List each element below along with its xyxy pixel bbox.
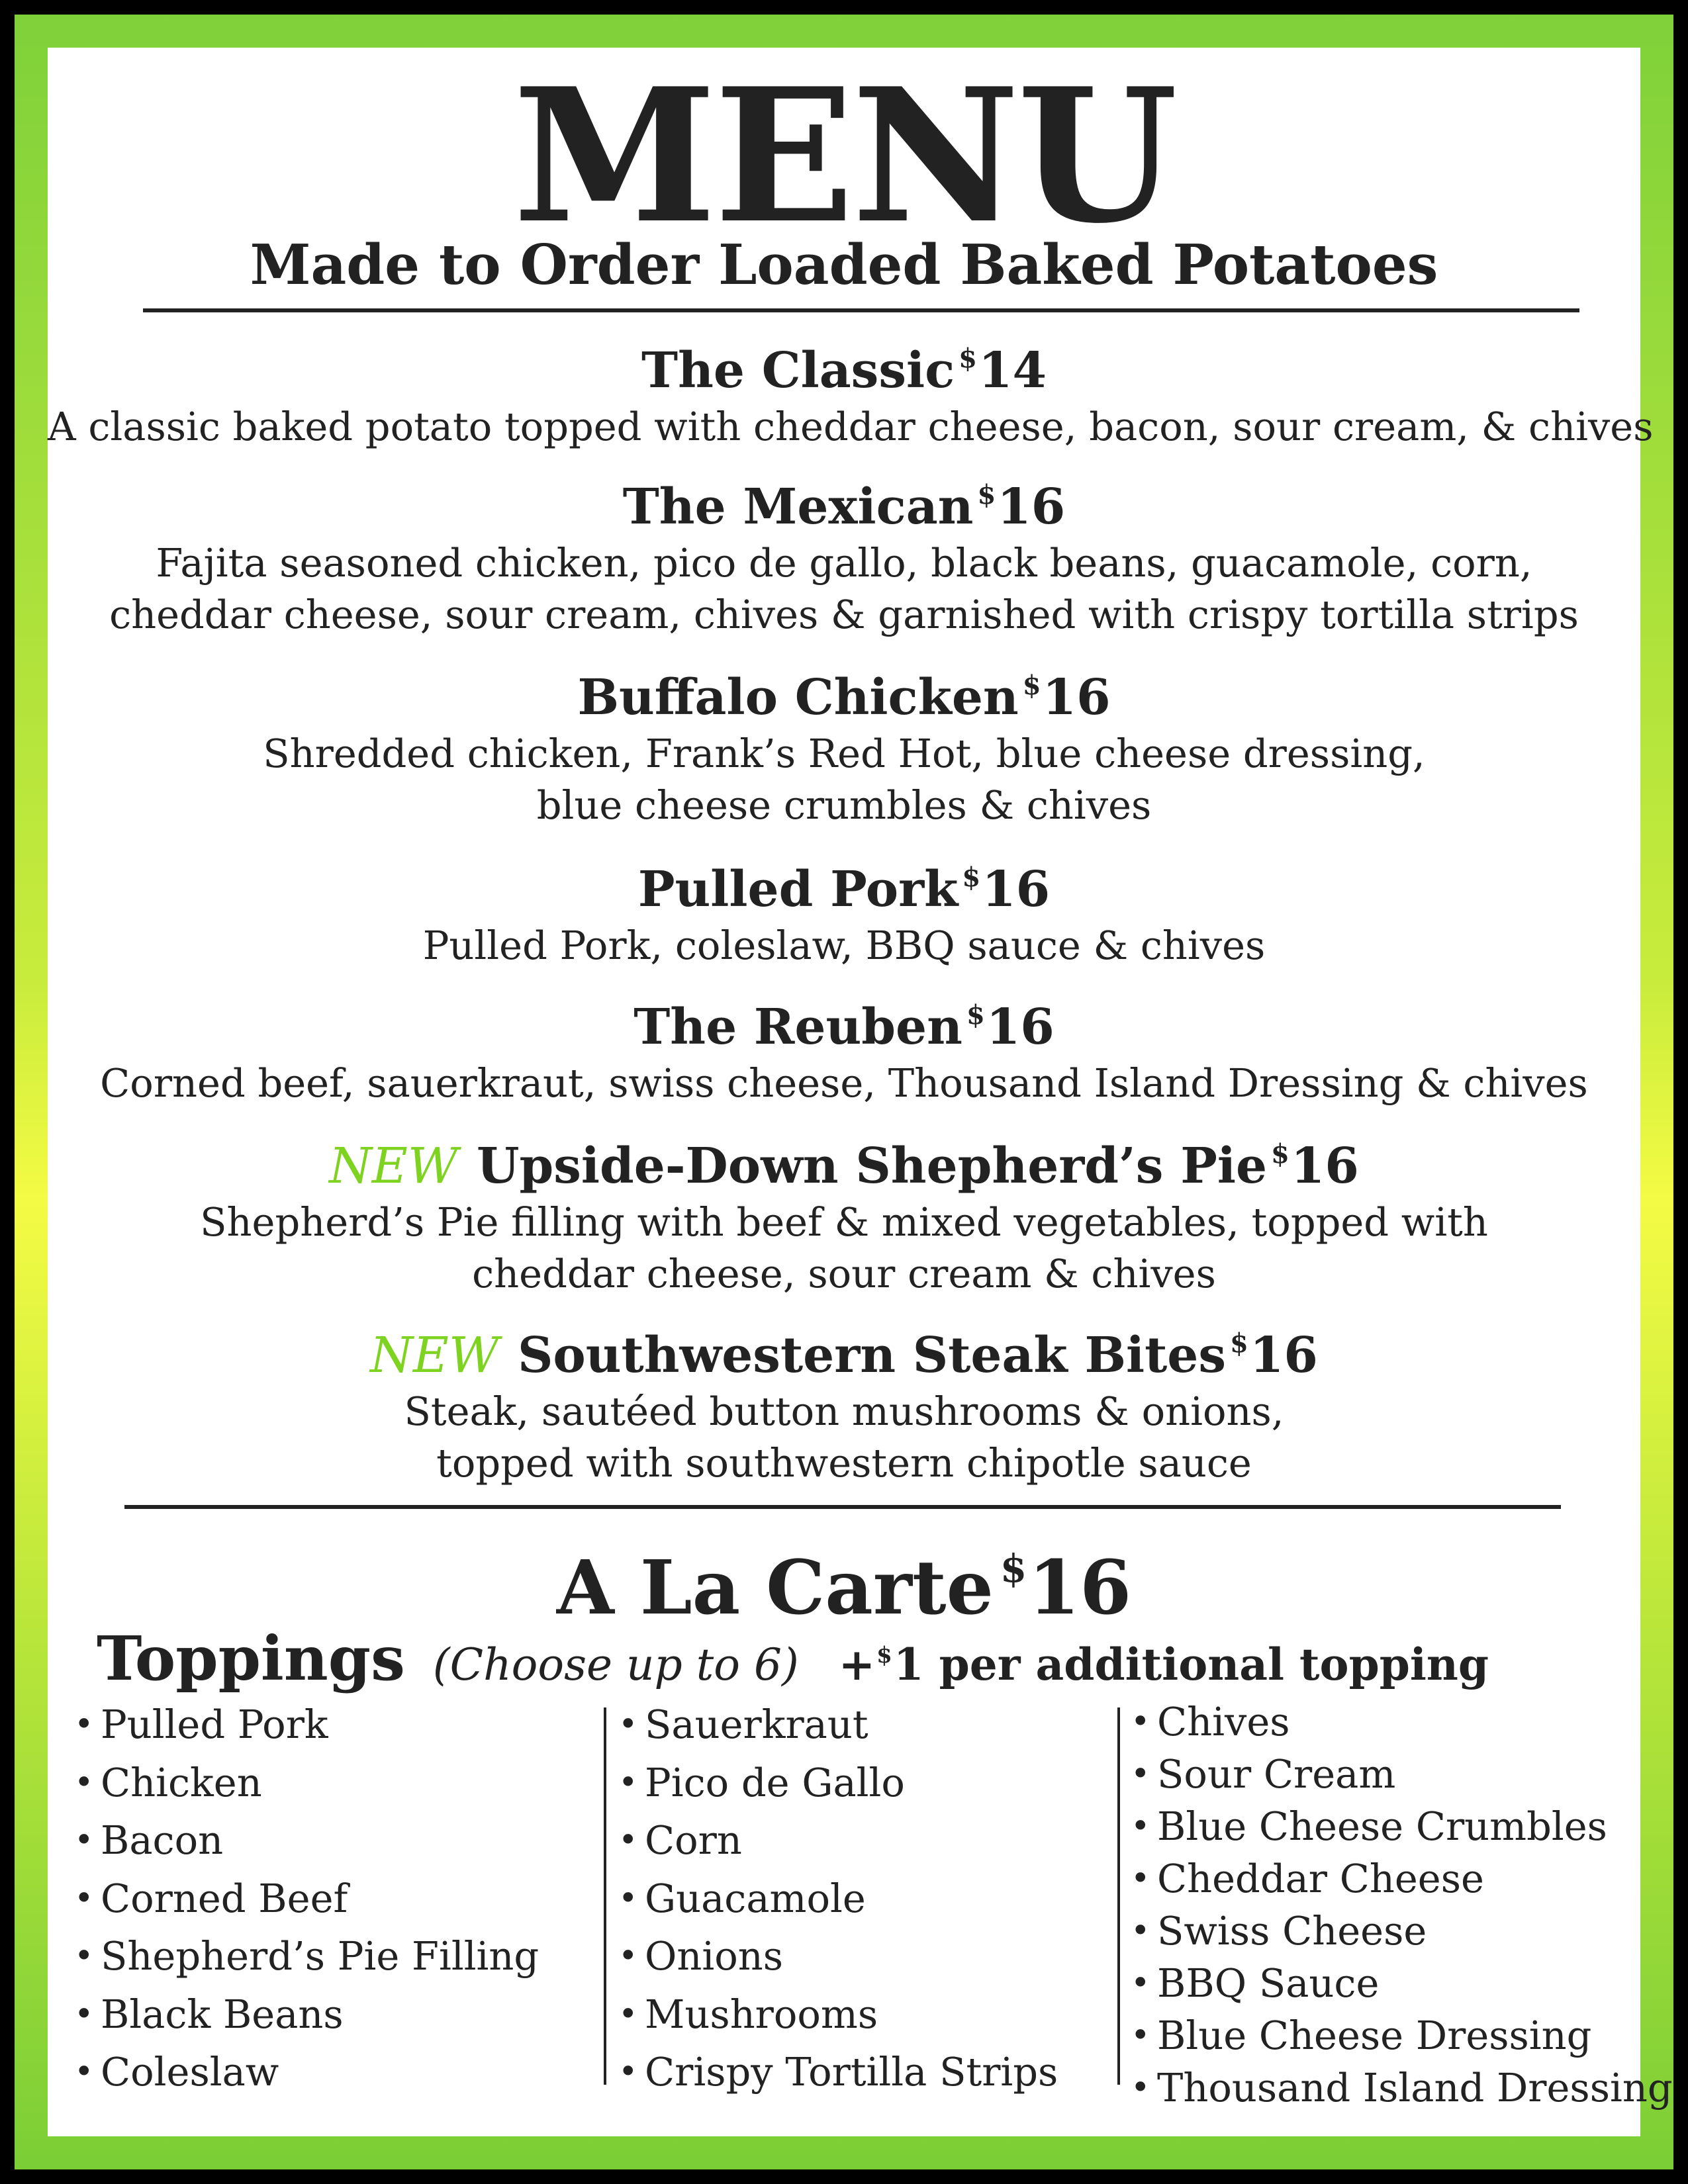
item-description: Pulled Pork, coleslaw, BBQ sauce & chives [422,923,1266,968]
topping-item: • Corn [618,1811,1058,1870]
menu-page [48,48,1673,2136]
currency-symbol: $ [876,1642,892,1668]
topping-item: • Coleslaw [74,2043,539,2101]
item-title [48,847,1640,920]
item-price: 16 [997,478,1066,535]
column-divider [1117,1707,1120,2085]
item-price: 16 [982,861,1051,918]
item-price: 16 [1290,1138,1359,1195]
menu-item [48,1313,1640,1489]
currency-symbol: $ [1230,1328,1248,1359]
topping-item: • Thousand Island Dressing [1131,2062,1673,2114]
topping-item: • Pico de Gallo [618,1754,1058,1812]
item-name: The Mexican [622,478,974,535]
page-subtitle: Made to Order Loaded Baked Potatoes [250,232,1438,297]
menu-item [48,847,1640,972]
item-title [48,985,1640,1058]
topping-item: • Bacon [74,1811,539,1870]
toppings-column-1 [74,1696,539,2101]
toppings-column-2 [618,1696,1058,2101]
item-name: The Reuben [633,999,962,1056]
currency-symbol: $ [966,999,985,1030]
topping-item: • Corned Beef [74,1870,539,1928]
item-price: 16 [986,999,1055,1056]
item-description: cheddar cheese, sour cream, chives & garnished with crispy tortilla strips [109,592,1579,637]
item-title [48,328,1640,401]
topping-item: • Sour Cream [1131,1748,1673,1800]
item-description: Fajita seasoned chicken, pico de gallo, black beans, guacamole, corn, [156,540,1532,586]
menu-item [48,655,1640,831]
menu-item [48,1124,1640,1300]
item-description: Shredded chicken, Frank’s Red Hot, blue cheese dressing, [263,731,1425,776]
topping-item: • Blue Cheese Dressing [1131,2009,1673,2062]
item-description: cheddar cheese, sour cream & chives [472,1251,1216,1297]
additional-topping-price [839,1639,1489,1690]
topping-item: • Mushrooms [618,1985,1058,2044]
item-price: 14 [978,342,1047,399]
item-title [48,655,1640,728]
item-description: blue cheese crumbles & chives [536,782,1152,828]
toppings-note: (Choose up to 6) [432,1639,799,1690]
a-la-carte-label: A La Carte [556,1545,994,1631]
currency-symbol: $ [959,343,978,374]
new-badge: NEW [329,1138,458,1195]
toppings-column-3 [1131,1696,1673,2114]
menu-item [48,328,1654,453]
currency-symbol: $ [1271,1138,1289,1169]
extra-text: per additional topping [939,1639,1489,1690]
currency-symbol: $ [962,862,981,893]
item-title [48,1313,1640,1386]
topping-item: • Pulled Pork [74,1696,539,1754]
item-name: The Classic [641,342,955,399]
currency-symbol: $ [977,479,996,510]
page-title: MENU [512,48,1176,264]
item-title [48,465,1640,537]
topping-item: • Sauerkraut [618,1696,1058,1754]
plus-sign: + [838,1639,876,1690]
topping-item: • Chicken [74,1754,539,1812]
menu-border-frame [15,15,1673,2169]
topping-item: • Chives [1131,1696,1673,1748]
toppings-title: Toppings [97,1623,405,1694]
item-name: Buffalo Chicken [577,669,1019,726]
currency-symbol: $ [1022,670,1041,701]
topping-item: • Onions [618,1927,1058,1985]
item-description: Steak, sautéed button mushrooms & onions, [404,1388,1284,1434]
item-name: Southwestern Steak Bites [517,1327,1227,1384]
currency-symbol: $ [1000,1546,1027,1591]
topping-item: • BBQ Sauce [1131,1957,1673,2009]
item-description: topped with southwestern chipotle sauce [436,1440,1252,1486]
topping-item: • Crispy Tortilla Strips [618,2043,1058,2101]
topping-item: • Black Beans [74,1985,539,2044]
a-la-carte-price: 16 [1028,1545,1132,1631]
topping-item: • Cheddar Cheese [1131,1852,1673,1905]
toppings-header [97,1623,1489,1694]
middle-divider [124,1505,1561,1509]
a-la-carte-heading [48,1522,1640,1635]
item-name: Pulled Pork [637,861,959,918]
new-badge: NEW [370,1327,499,1384]
item-description: Shepherd’s Pie filling with beef & mixed vegetables, topped with [200,1199,1488,1245]
item-description: Corned beef, sauerkraut, swiss cheese, Thousand Island Dressing & chives [100,1060,1588,1106]
item-price: 16 [1249,1327,1318,1384]
item-price: 16 [1042,669,1111,726]
menu-item [48,465,1640,641]
extra-amount: 1 [893,1639,924,1690]
item-description: A classic baked potato topped with cheddar cheese, bacon, sour cream, & chives [48,404,1654,449]
topping-item: • Shepherd’s Pie Filling [74,1927,539,1985]
top-divider [143,308,1579,312]
menu-item [48,985,1640,1109]
topping-item: • Guacamole [618,1870,1058,1928]
topping-item: • Blue Cheese Crumbles [1131,1800,1673,1852]
item-title [48,1124,1640,1197]
item-name: Upside-Down Shepherd’s Pie [476,1138,1268,1195]
column-divider [604,1707,606,2085]
topping-item: • Swiss Cheese [1131,1905,1673,1957]
